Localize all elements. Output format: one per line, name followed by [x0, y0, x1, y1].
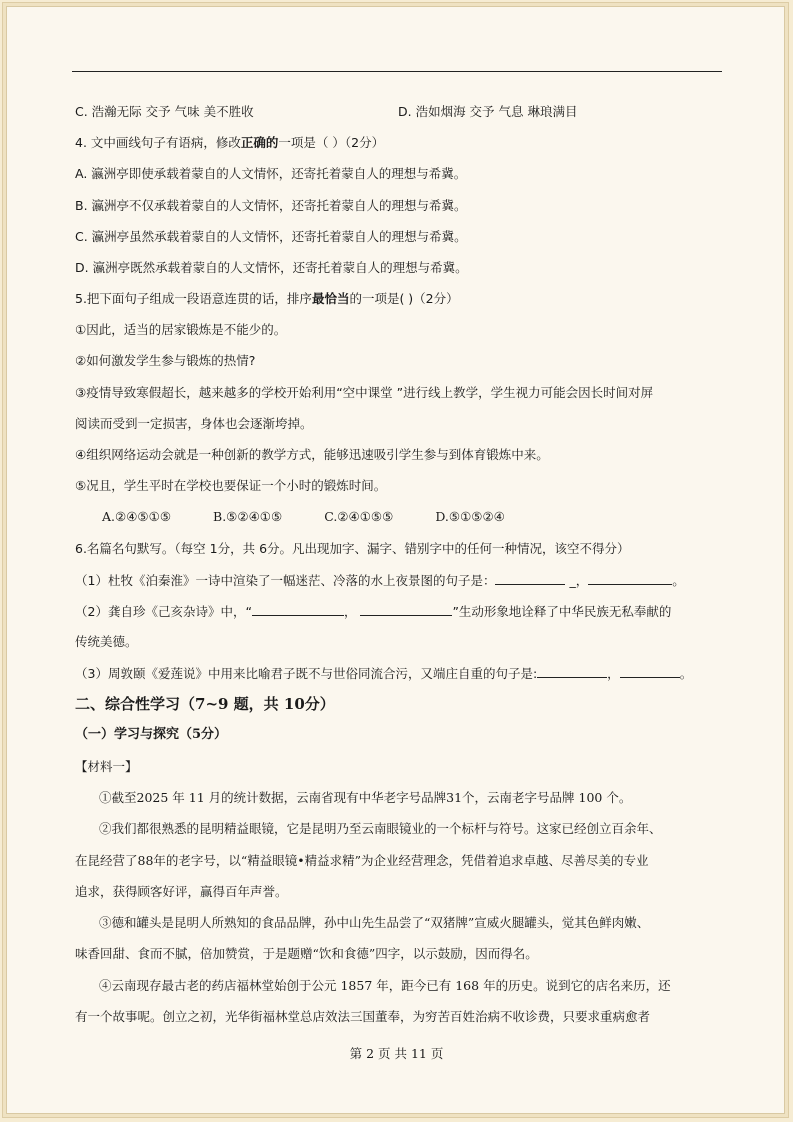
q6-part-1-text: （1）杜牧《泊秦淮》一诗中渲染了一幅迷茫、冷落的水上夜景图的句子是： [75, 573, 496, 588]
q6-part-3 [75, 665, 692, 682]
q5-choices [102, 509, 543, 525]
answer-blank[interactable] [495, 572, 565, 585]
q4-option-a: A. 瀛洲亭即使承载着蒙自的人文情怀，还寄托着蒙自人的理想与希冀。 [75, 166, 467, 181]
answer-blank[interactable] [252, 603, 344, 616]
q4-option-b: B. 瀛洲亭不仅承载着蒙自的人文情怀，还寄托着蒙自人的理想与希冀。 [75, 198, 467, 213]
answer-blank[interactable] [537, 665, 607, 678]
q5-stem-emphasis: 最恰当 [311, 291, 350, 306]
q5-sentence-1: ①因此，适当的居家锻炼是不能少的。 [75, 322, 287, 337]
q4-stem-tail: 一项是（ ）（2分） [278, 135, 385, 150]
material-para-1: ①截至2025 年 11 月的统计数据，云南省现有中华老字号品牌31个，云南老字号品牌 100 个。 [99, 790, 632, 805]
q6-part-2-text: （2）龚自珍《己亥杂诗》中，“ [75, 604, 252, 619]
q4-option-d: D. 瀛洲亭既然承载着蒙自的人文情怀，还寄托着蒙自人的理想与希冀。 [75, 260, 468, 275]
q5-stem-tail: 的一项是( )（2分） [349, 291, 459, 306]
answer-blank[interactable] [588, 572, 672, 585]
q3-option-c: C. 浩瀚无际 交予 气味 美不胜收 [75, 104, 254, 119]
q4-option-c: C. 瀛洲亭虽然承载着蒙自的人文情怀，还寄托着蒙自人的理想与希冀。 [75, 229, 467, 244]
material-para-2a: ②我们都很熟悉的昆明精益眼镜，它是昆明乃至云南眼镜业的一个标杆与符号。这家已经创立百余年、 [99, 821, 662, 836]
header-rule [72, 71, 722, 72]
q6-part-1-sep: _， [565, 573, 589, 588]
q5-stem-text: 5.把下面句子组成一段语意连贯的话，排序 [75, 291, 312, 306]
material-para-3a: ③德和罐头是昆明人所熟知的食品品牌，孙中山先生品尝了“双猪牌”宣威火腿罐头，觉其色鲜肉嫩、 [99, 915, 650, 930]
page-number: 第 2 页 共 11 页 [349, 1046, 444, 1061]
q5-sentence-5: ⑤况且，学生平时在学校也要保证一个小时的锻炼时间。 [75, 478, 387, 493]
q6-stem: 6.名篇名句默写。（每空 1分，共 6分。凡出现加字、漏字、错别字中的任何一种情况，该空不得分） [75, 541, 630, 556]
q5-choice-d: D.⑤①⑤②④ [435, 509, 505, 524]
section-2-title: 二、综合性学习（7~9 题，共 10分） [75, 695, 335, 713]
material-para-2b: 在昆经营了88年的老字号，以“精益眼镜•精益求精”为企业经营理念，凭借着追求卓越、尽善尽美的专业 [75, 853, 649, 868]
q5-choice-a: A.②④⑤①⑤ [102, 509, 172, 524]
q5-sentence-3a: ③疫情导致寒假超长，越来越多的学校开始利用“空中课堂 ”进行线上教学，学生视力可能会因长时间对屏 [75, 385, 654, 400]
answer-blank[interactable] [620, 665, 680, 678]
q6-part-1 [75, 572, 685, 589]
q3-option-d: D. 浩如烟海 交予 气息 琳琅满目 [398, 104, 578, 119]
q3-options-row [75, 104, 254, 120]
q5-choice-c: C.②④①⑤⑤ [324, 509, 394, 524]
q5-sentence-4: ④组织网络运动会就是一种创新的教学方式，能够迅速吸引学生参与到体育锻炼中来。 [75, 447, 549, 462]
material-para-2c: 追求，获得顾客好评，赢得百年声誉。 [75, 884, 288, 899]
q6-part-2-tail: ”生动形象地诠释了中华民族无私奉献的 [452, 604, 672, 619]
q5-stem [75, 291, 459, 307]
material-label: 【材料一】 [75, 759, 138, 774]
q5-sentence-3b: 阅读而受到一定损害，身体也会逐渐垮掉。 [75, 416, 313, 431]
q4-stem [75, 135, 384, 151]
section-2-subtitle: （一）学习与探究（5分） [75, 727, 228, 742]
material-para-4b: 有一个故事呢。创立之初，光华街福林堂总店效法三国董奉，为穷苦百姓治病不收诊费，只要求重病愈者 [75, 1009, 651, 1024]
material-para-4a: ④云南现存最古老的药店福林堂始创于公元 1857 年，距今已有 168 年的历史。说到它的店名来历，还 [99, 978, 671, 993]
answer-blank[interactable] [360, 603, 452, 616]
q4-stem-text: 4. 文中画线句子有语病，修改 [75, 135, 241, 150]
material-para-3b: 味香回甜、食而不腻，倍加赞赏，于是题赠“饮和食德”四字，以示鼓励，因而得名。 [75, 946, 538, 961]
q6-part-3-text: （3）周敦颐《爱莲说》中用来比喻君子既不与世俗同流合污，又端庄自重的句子是: [75, 666, 538, 681]
q5-sentence-2: ②如何激发学生参与锻炼的热情? [75, 353, 256, 368]
q6-part-2 [75, 603, 671, 620]
q6-part-3-end: 。 [679, 666, 693, 681]
q6-part-2-cont: 传统美德。 [75, 634, 138, 649]
q5-choice-b: B.⑤②④①⑤ [213, 509, 283, 524]
q6-part-1-end: 。 [672, 573, 685, 588]
q6-part-3-sep: ， [607, 666, 620, 681]
q4-stem-emphasis: 正确的 [240, 135, 279, 150]
q6-part-2-sep: ， [343, 604, 357, 619]
